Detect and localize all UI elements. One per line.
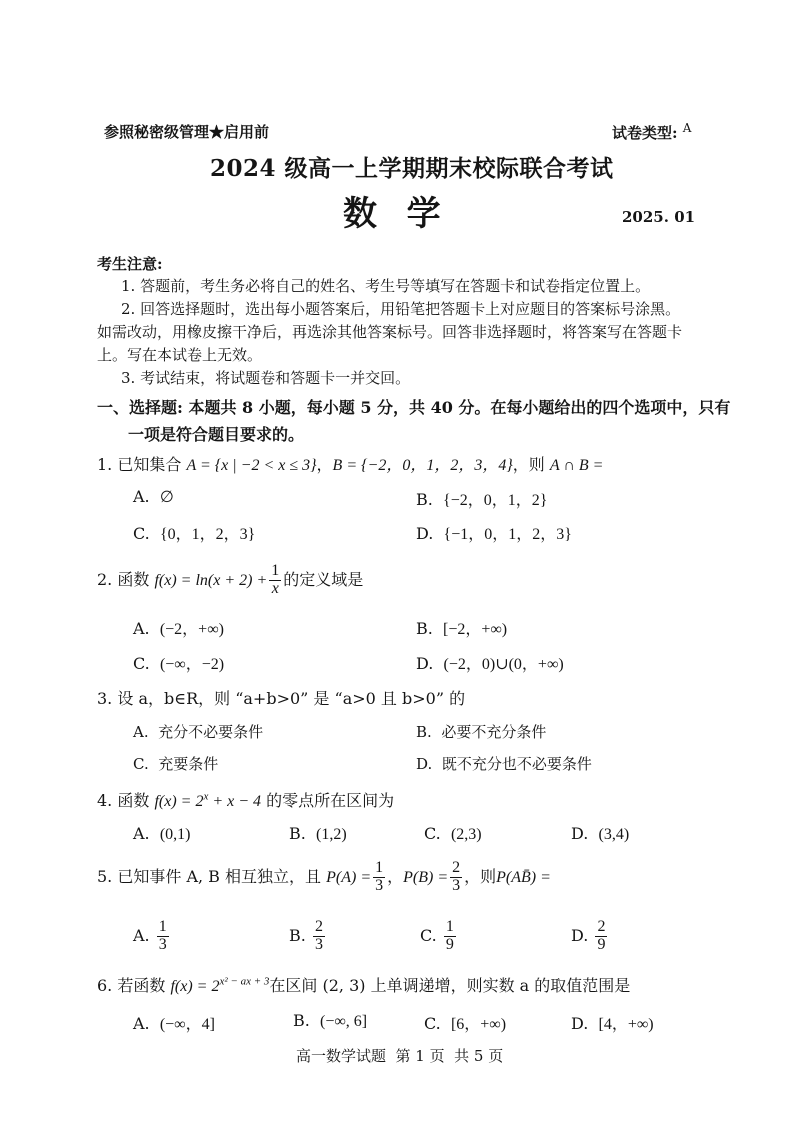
question-text: 已知事件 A, B 相互独立，且 (117, 866, 322, 886)
option-letter: C. (424, 824, 441, 843)
function-base: f(x) = 2 (154, 793, 204, 810)
probability-a: P(A) = (326, 868, 372, 886)
notice-item-2: 2. 回答选择题时，选出每小题答案后，用铅笔把答题卡上对应题目的答案标号涂黑。 (121, 300, 681, 318)
option-text: (1,2) (316, 826, 347, 843)
separator: ， (387, 866, 404, 886)
option-text: ∅ (159, 489, 174, 506)
question-text: 函数 (117, 569, 150, 589)
question-5 (97, 860, 551, 895)
option-fraction (157, 919, 169, 954)
function-exponent: x² − ax + 3 (219, 975, 270, 988)
option-text: {−2，0，1，2} (443, 492, 548, 509)
function-expression (170, 975, 270, 995)
question-text: 函数 (117, 791, 150, 810)
question-number: 1. (97, 455, 113, 474)
question-number: 4. (97, 791, 113, 810)
question-4 (97, 788, 394, 811)
paper-type (612, 121, 691, 143)
option-text: 充分不必要条件 (158, 723, 264, 741)
option-letter: B. (289, 824, 306, 843)
set-a-expression: A = {x | −2 < x ≤ 3} (186, 457, 317, 474)
option-text: [6，+∞) (450, 1016, 507, 1033)
fraction (373, 860, 385, 895)
target-probability: P(AB̄) = (496, 868, 551, 886)
option-a (133, 487, 174, 507)
fraction-numerator: 2 (597, 918, 606, 935)
option-b (293, 1011, 367, 1031)
paper-type-value: A (682, 121, 692, 135)
option-fraction (313, 919, 325, 954)
option-c (424, 1011, 506, 1034)
fraction (450, 860, 462, 895)
question-2 (97, 563, 363, 598)
fraction-denominator: x (271, 579, 279, 597)
fraction (269, 563, 281, 598)
option-text: [4，+∞) (598, 1016, 654, 1033)
option-letter: D. (571, 925, 589, 945)
option-b (289, 919, 327, 954)
option-text: {−1，0，1，2，3} (443, 526, 572, 543)
question-text: 设 a，b∈R，则 “a+b>0” 是 “a>0 且 b>0” 的 (117, 689, 466, 708)
option-letter: C. (133, 654, 150, 673)
fraction-numerator: 1 (271, 562, 280, 579)
section-heading-cont: 一项是符合题目要求的。 (128, 425, 305, 444)
option-letter: B. (293, 1011, 310, 1030)
question-number: 5. (97, 866, 113, 886)
fraction-numerator: 2 (314, 918, 323, 935)
option-letter: B. (416, 723, 432, 741)
option-text: (−2，0)∪(0，+∞) (443, 656, 564, 673)
option-letter: C. (133, 524, 150, 543)
option-d (571, 919, 609, 954)
question-text: 已知集合 (117, 455, 182, 474)
option-a (133, 1011, 215, 1034)
option-letter: A. (133, 824, 150, 843)
option-text: (3,4) (598, 826, 630, 843)
option-letter: C. (133, 755, 149, 773)
subject-title: 数 学 (343, 194, 443, 234)
question-text: 若函数 (117, 976, 166, 995)
option-a (133, 824, 190, 844)
option-letter: A. (133, 487, 150, 506)
option-b (289, 824, 347, 844)
question-text: ，则 (464, 866, 497, 886)
intersection-expression: A ∩ B = (549, 457, 604, 474)
question-number: 2. (97, 569, 113, 589)
page-footer: 高一数学试题 第 1 页 共 5 页 (296, 1047, 504, 1065)
option-text: {0，1，2，3} (159, 526, 256, 543)
notice-item-2-end: 上。写在本试卷上无效。 (97, 346, 263, 364)
option-d (571, 1011, 654, 1034)
paper-type-label: 试卷类型: (612, 124, 678, 142)
option-letter: B. (289, 925, 306, 945)
option-letter: C. (424, 1014, 441, 1033)
option-a (133, 721, 263, 742)
probability-b: P(B) = (403, 868, 449, 886)
separator: ， (316, 455, 333, 474)
exam-date: 2025. 01 (622, 208, 696, 226)
option-letter: A. (133, 1014, 150, 1033)
option-letter: A. (133, 925, 150, 945)
option-b (416, 721, 546, 742)
option-letter: D. (571, 1014, 589, 1033)
fraction-numerator: 1 (158, 918, 167, 935)
option-letter: D. (571, 824, 589, 843)
question-text: 在区间 (2, 3) 上单调递增，则实数 a 的取值范围是 (269, 976, 631, 995)
notice-title: 考生注意: (97, 255, 163, 273)
function-expression (154, 790, 262, 810)
option-c (133, 521, 255, 544)
fraction-numerator: 1 (375, 859, 384, 876)
question-text: 的定义域是 (283, 569, 364, 589)
option-d (571, 824, 629, 844)
question-number: 3. (97, 689, 113, 708)
option-a (133, 616, 224, 639)
option-a (133, 919, 171, 954)
option-c (133, 651, 224, 674)
notice-item-1: 1. 答题前，考生务必将自己的姓名、考生号等填写在答题卡和试卷指定位置上。 (121, 277, 651, 295)
option-letter: B. (416, 490, 433, 509)
question-number: 6. (97, 976, 113, 995)
function-base: f(x) = 2 (170, 978, 220, 995)
fraction-denominator: 9 (445, 935, 454, 953)
option-b (416, 487, 547, 510)
option-letter: D. (416, 654, 434, 673)
question-1 (97, 452, 603, 475)
option-text: (−∞，4] (159, 1016, 215, 1033)
option-letter: D. (416, 755, 433, 773)
fraction-denominator: 3 (314, 935, 323, 953)
option-text: (2,3) (450, 826, 482, 843)
function-tail: + x − 4 (208, 793, 262, 810)
option-text: 既不充分也不必要条件 (441, 755, 592, 773)
fraction-denominator: 3 (452, 876, 461, 894)
exam-title: 2024 级高一上学期期末校际联合考试 (210, 155, 614, 182)
fraction-denominator: 3 (158, 935, 167, 953)
option-letter: C. (420, 925, 437, 945)
function-expression: f(x) = ln(x + 2) + (154, 571, 268, 589)
option-c (424, 824, 482, 844)
question-text: ，则 (512, 455, 545, 474)
option-letter: A. (133, 619, 150, 638)
section-heading: 一、选择题: 本题共 8 小题，每小题 5 分，共 40 分。在每小题给出的四个选项中，只有 (97, 398, 731, 417)
notice-item-3: 3. 考试结束，将试题卷和答题卡一并交回。 (121, 369, 411, 387)
option-letter: B. (416, 619, 433, 638)
option-letter: D. (416, 524, 434, 543)
option-b (416, 616, 507, 639)
question-3 (97, 686, 465, 709)
option-d (416, 753, 592, 774)
option-d (416, 651, 564, 674)
question-text: 的零点所在区间为 (266, 791, 395, 810)
option-c (420, 919, 458, 954)
option-text: 必要不充分条件 (441, 723, 547, 741)
fraction-numerator: 1 (445, 918, 454, 935)
option-text: (0,1) (159, 826, 191, 843)
option-letter: A. (133, 723, 149, 741)
option-d (416, 521, 572, 544)
option-fraction (595, 919, 607, 954)
option-text: [−2，+∞) (443, 621, 508, 638)
fraction-numerator: 2 (452, 859, 461, 876)
function-exponent: x (203, 790, 209, 803)
secrecy-label: 参照秘密级管理★启用前 (104, 123, 270, 141)
fraction-denominator: 9 (597, 935, 606, 953)
option-text: (−2，+∞) (159, 621, 224, 638)
option-c (133, 753, 218, 774)
option-text: (−∞，−2) (159, 656, 225, 673)
option-text: 充要条件 (158, 755, 219, 773)
set-b-expression: B = {−2，0，1，2，3，4} (332, 457, 513, 474)
option-fraction (444, 919, 456, 954)
question-6 (97, 973, 630, 996)
fraction-denominator: 3 (375, 876, 384, 894)
option-text: (−∞, 6] (320, 1013, 368, 1030)
notice-item-2-cont: 如需改动，用橡皮擦干净后，再选涂其他答案标号。回答非选择题时，将答案写在答题卡 (97, 323, 683, 341)
